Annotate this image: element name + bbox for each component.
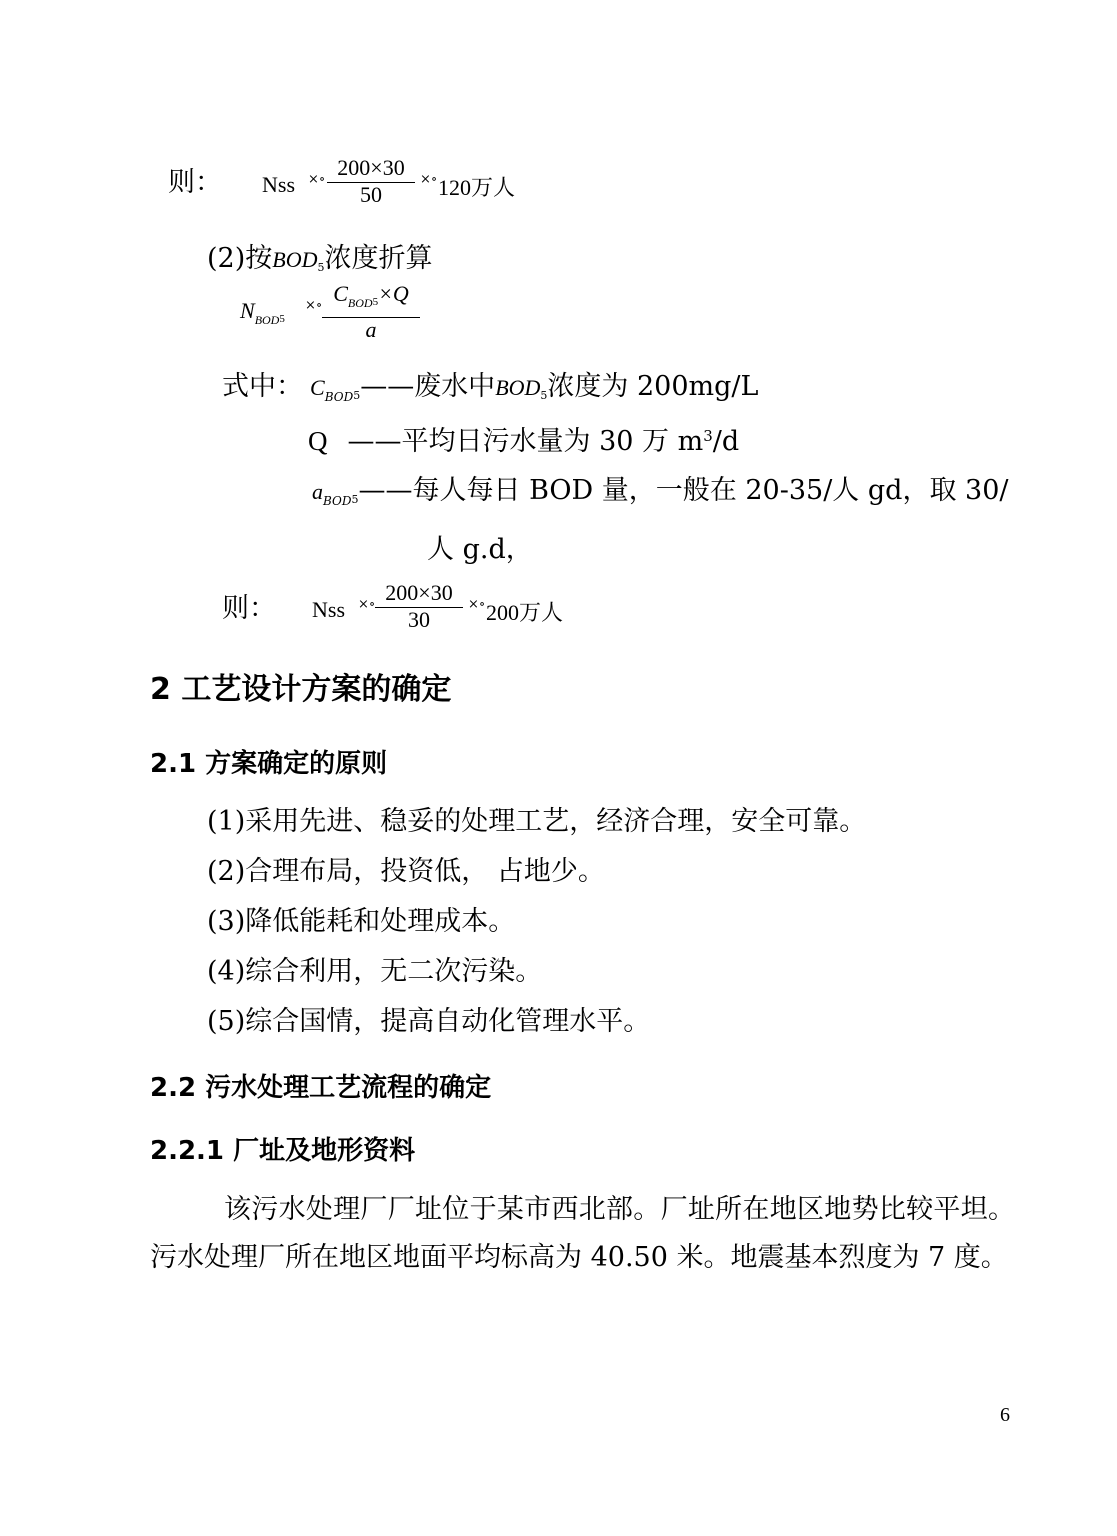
equals-mark: ×∘ [468, 597, 486, 612]
pop-ss-numerator: 200×30 [337, 155, 405, 180]
bod-heading-prefix: (2)按 [207, 243, 273, 274]
bod-heading-suffix: 浓度折算 [324, 243, 433, 274]
num-sub: BOD [347, 296, 373, 310]
bod-heading-var: BOD [272, 247, 318, 272]
line2-sup: 3 [703, 427, 713, 445]
site-paragraph: 该污水处理厂厂址位于某市西北部。厂址所在地区地势比较平坦。污水处理厂所在地区地面平均标高为 40.50 米。地震基本烈度为 7 度。 [150, 1194, 1015, 1273]
page-number: 6 [1000, 1404, 1010, 1426]
principle-item: (2)合理布局，投资低， 占地少。 [207, 856, 605, 887]
principle-item: (4)综合利用，无二次污染。 [207, 956, 543, 987]
bod-numerator [322, 280, 420, 317]
equals-mark: ×∘ [358, 597, 376, 612]
line2-end: /d [712, 426, 740, 457]
where-line-3 [312, 474, 1009, 518]
pop-bod-lead: 则： [222, 593, 276, 624]
line1-text-a: ——废水中 [360, 371, 496, 402]
section-2-1-title: 2.1 方案确定的原则 [150, 749, 388, 779]
pop-bod-denominator: 30 [408, 607, 430, 632]
line1-text-b: 浓度为 200mg/L [547, 371, 759, 402]
equals-mark: ×∘ [420, 172, 438, 187]
num-rest: ×Q [378, 281, 409, 306]
pop-bod-fraction [375, 579, 463, 632]
equals-mark: ×∘ [305, 298, 323, 313]
bod-formula-lhs [240, 298, 285, 328]
line1-var: C [310, 375, 325, 400]
line1-sub5: 5 [353, 389, 361, 402]
section-2-title: 2 工艺设计方案的确定 [150, 672, 452, 707]
line2-var: Q [308, 426, 328, 456]
line2-text: ——平均日污水量为 30 万 m [347, 426, 704, 457]
pop-ss-lead: 则： [168, 167, 222, 198]
pop-ss-result: 120万人 [438, 175, 516, 200]
pop-ss-var: Nss [262, 172, 296, 197]
principle-item: (3)降低能耗和处理成本。 [207, 906, 516, 937]
line3-var: a [312, 479, 323, 504]
line1-sub: BOD [324, 390, 354, 404]
pop-bod-var: Nss [312, 597, 346, 622]
principle-item: (5)综合国情，提高自动化管理水平。 [207, 1006, 651, 1037]
bod-heading-sub: 5 [317, 261, 325, 274]
where-lead: 式中： [222, 371, 303, 402]
where-line-2 [308, 419, 739, 459]
equals-mark: ×∘ [308, 172, 326, 187]
line3-sub5: 5 [351, 493, 359, 506]
pop-bod-result: 200万人 [486, 600, 564, 625]
formula-var: N [240, 298, 255, 323]
num-var: C [333, 281, 348, 306]
pop-bod-numerator: 200×30 [385, 580, 453, 605]
line3-text: ——每人每日 BOD 量，一般在 20-35/人 gd，取 30/ [358, 475, 1009, 506]
line1-mid-sub: 5 [540, 389, 548, 402]
where-line-1 [310, 370, 758, 414]
formula-sub5: 5 [279, 313, 285, 325]
line1-mid: BOD [495, 375, 541, 400]
num-sub5: 5 [372, 296, 379, 308]
line3-sub: BOD [323, 494, 352, 508]
section-2-2-title: 2.2 污水处理工艺流程的确定 [150, 1073, 492, 1103]
formula-sub: BOD [254, 313, 280, 327]
bod-fraction [322, 280, 420, 342]
where-line-4: 人 g.d， [427, 534, 533, 565]
bod-heading [207, 242, 432, 285]
pop-ss-fraction [327, 154, 415, 207]
bod-denominator: a [365, 317, 377, 342]
pop-ss-denominator: 50 [360, 182, 382, 207]
section-2-2-1-title: 2.2.1 厂址及地形资料 [150, 1136, 416, 1166]
principle-item: (1)采用先进、稳妥的处理工艺，经济合理，安全可靠。 [207, 806, 867, 837]
